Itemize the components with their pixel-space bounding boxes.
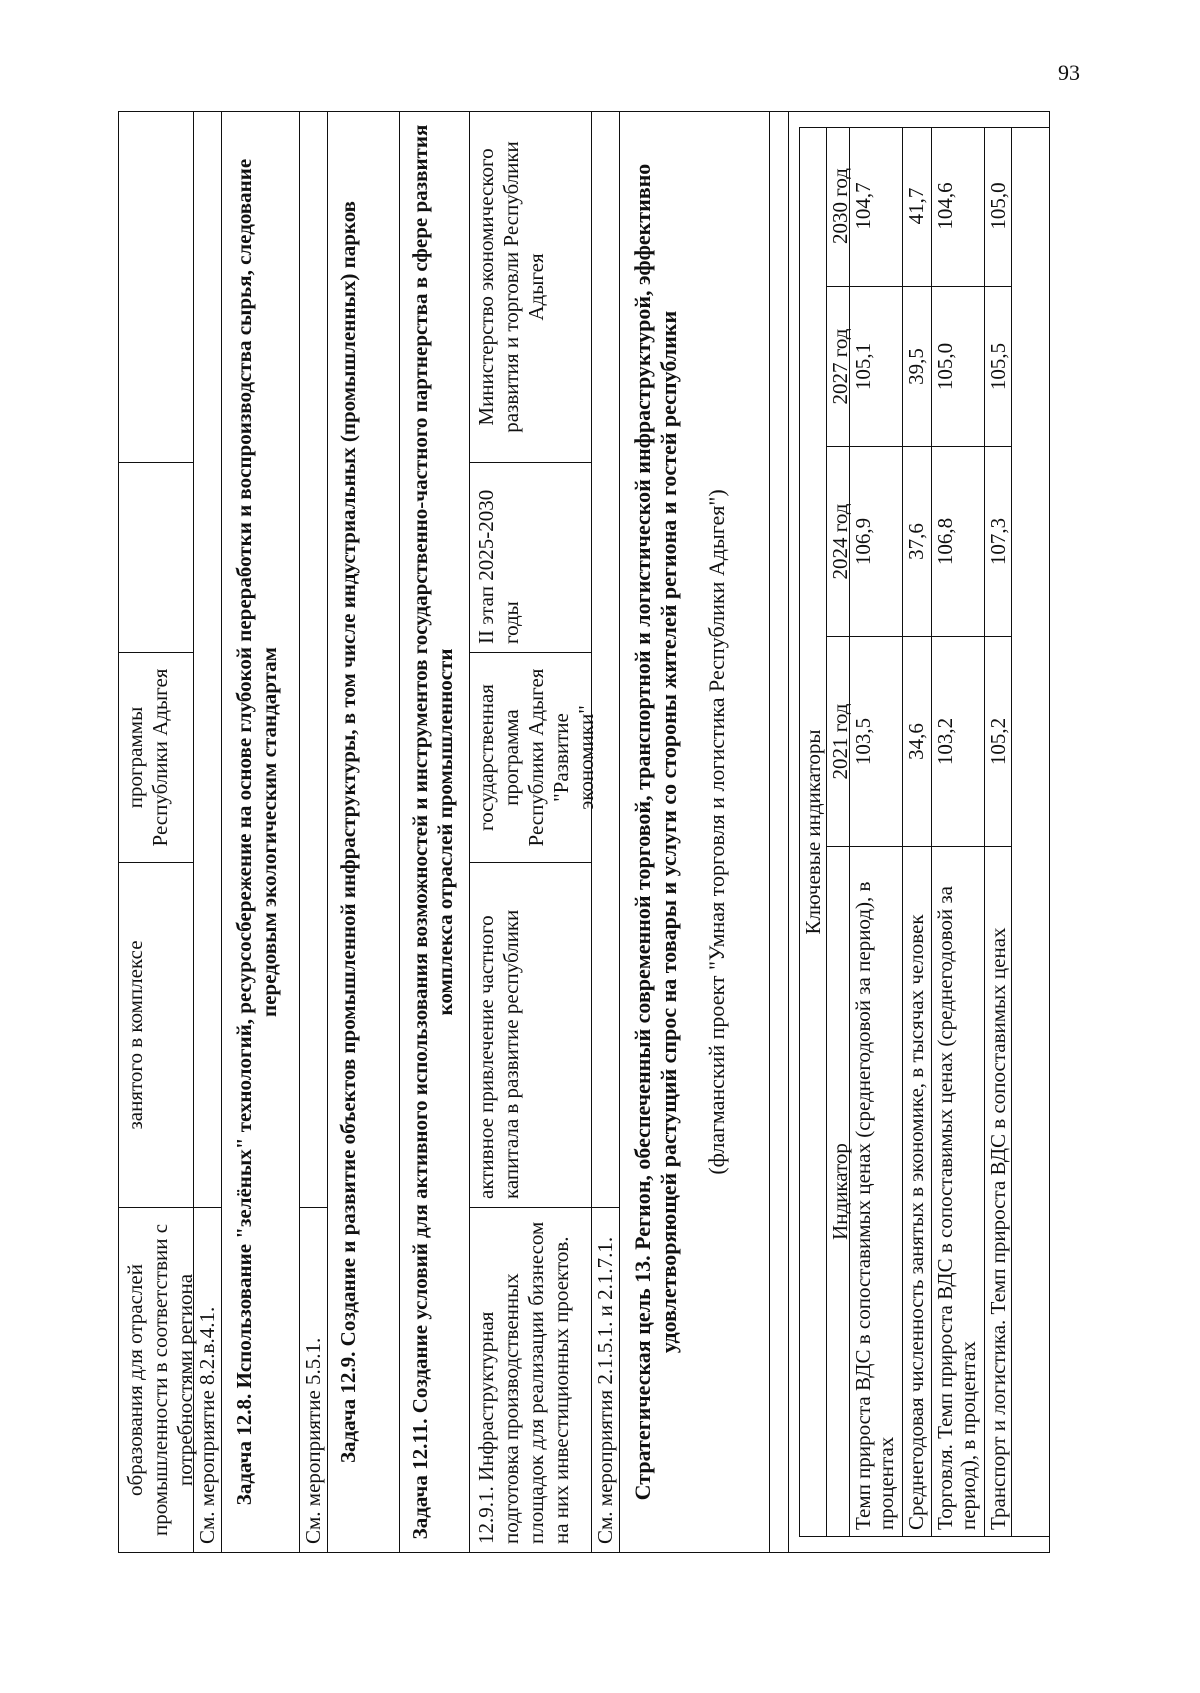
table-cell: II этап 2025-2030 годы bbox=[470, 462, 591, 652]
table-cell: См. мероприятия 2.1.5.1. и 2.1.7.1. bbox=[592, 1207, 619, 1552]
indicators-header-cell: 2030 год bbox=[828, 168, 852, 244]
task-12-9-heading: Задача 12.9. Создание и развитие объектов промышленной инфраструктуры, в том числе индустриальных (промышленных) парков bbox=[336, 200, 360, 1464]
table-cell bbox=[300, 112, 327, 1207]
indicator-value: 34,6 bbox=[903, 636, 931, 846]
table-row bbox=[222, 112, 300, 1552]
table-row bbox=[119, 112, 197, 1552]
indicator-value: 105,0 bbox=[986, 182, 1010, 230]
indicators-header-cell: 2024 год bbox=[827, 446, 849, 636]
table-cell bbox=[194, 112, 221, 1207]
indicators-header-cell: Индикатор bbox=[827, 846, 849, 1536]
indicators-header-cell: 2027 год bbox=[827, 286, 849, 446]
table-row bbox=[400, 112, 470, 1552]
indicators-title: Ключевые индикаторы bbox=[800, 128, 827, 1536]
indicators-table bbox=[799, 127, 1050, 1537]
indicator-row bbox=[903, 128, 932, 1536]
indicator-value: 106,8 bbox=[932, 446, 984, 636]
strategy-table bbox=[118, 111, 1050, 1553]
indicator-name: Темп прироста ВДС в сопоставимых ценах (среднегодовой за период), в процентах bbox=[850, 846, 902, 1536]
indicator-value: 106,9 bbox=[850, 446, 902, 636]
indicators-header-cell: 2021 год bbox=[827, 636, 849, 846]
table-cell: государственная программа Республики Адыгея "Развитие экономики" bbox=[470, 652, 591, 862]
table-cell: активное привлечение частного капитала в развитие республики bbox=[470, 862, 591, 1207]
goal-13-block bbox=[620, 112, 769, 1552]
indicator-value: 41,7 bbox=[904, 187, 928, 225]
table-cell: занятого в комплексе bbox=[119, 862, 193, 1207]
indicator-name: Среднегодовая численность занятых в экономике, в тысячах человек bbox=[903, 846, 931, 1536]
indicator-value: 105,0 bbox=[932, 286, 984, 446]
goal-13-heading: Стратегическая цель 13. Регион, обеспеченный современной торговой, транспортной и логистической инфраструктурой, эффективно удовлетворяющей растущий спрос на товары и услуги со стороны жителей региона и гостей республики bbox=[630, 163, 681, 1501]
page-number: 93 bbox=[1058, 60, 1080, 85]
table-cell: 12.9.1. Инфраструктурная подготовка производственных площадок для реализации бизнесом на них инвестиционных проектов. bbox=[470, 1207, 591, 1552]
table-row bbox=[620, 112, 770, 1552]
indicator-value: 39,5 bbox=[903, 286, 931, 446]
table-cell: См. мероприятие 8.2.в.4.1. bbox=[194, 1207, 221, 1552]
indicator-value: 103,2 bbox=[932, 636, 984, 846]
indicator-value: 104,6 bbox=[933, 182, 957, 230]
indicator-value: 37,6 bbox=[903, 446, 931, 636]
indicator-value: 105,5 bbox=[985, 286, 1011, 446]
flagship-project: (флагманский проект "Умная торговля и логистика Республики Адыгея") bbox=[704, 489, 729, 1175]
indicator-value: 104,7 bbox=[851, 182, 875, 230]
task-12-8-heading: Задача 12.8. Использование "зелёных" технологий, ресурсосбережение на основе глубокой переработки и воспроизводства сырья, следование передовым экологическим стандартам bbox=[232, 158, 281, 1506]
table-row bbox=[592, 112, 620, 1552]
indicator-value: 103,5 bbox=[850, 636, 902, 846]
indicators-section bbox=[770, 112, 1049, 1552]
table-row bbox=[194, 112, 222, 1552]
indicators-frame bbox=[788, 112, 1049, 1552]
table-cell bbox=[592, 112, 619, 1207]
indicator-row bbox=[985, 128, 1012, 1536]
table-cell bbox=[119, 112, 193, 462]
table-cell: Министерство экономического развития и торговли Республики Адыгея bbox=[474, 141, 548, 433]
indicator-value: 107,3 bbox=[985, 446, 1011, 636]
indicator-row bbox=[932, 128, 985, 1536]
table-cell: программы Республики Адыгея bbox=[119, 652, 193, 862]
table-row bbox=[328, 112, 400, 1552]
indicators-rows bbox=[827, 128, 1012, 1536]
table-row bbox=[300, 112, 328, 1552]
task-12-11-heading: Задача 12.11. Создание условий для активного использования возможностей и инструментов государственно-частного партнерства в сфере развития комплекса отраслей промышленности bbox=[408, 124, 457, 1540]
table-cell: См. мероприятие 5.5.1. bbox=[300, 1207, 327, 1552]
indicator-name: Транспорт и логистика. Темп прироста ВДС в сопоставимых ценах bbox=[985, 846, 1011, 1536]
table-row bbox=[470, 112, 598, 1552]
indicators-header-row bbox=[827, 128, 850, 1536]
indicator-name: Торговля. Темп прироста ВДС в сопоставимых ценах (среднегодовой за период), в процентах bbox=[932, 846, 984, 1536]
indicators-area bbox=[770, 112, 1049, 1552]
table-cell: образования для отраслей промышленности в соответствии с потребностями региона bbox=[119, 1207, 193, 1552]
indicator-value: 105,2 bbox=[985, 636, 1011, 846]
indicator-row bbox=[850, 128, 903, 1536]
table-cell bbox=[119, 462, 193, 652]
indicator-value: 105,1 bbox=[850, 286, 902, 446]
